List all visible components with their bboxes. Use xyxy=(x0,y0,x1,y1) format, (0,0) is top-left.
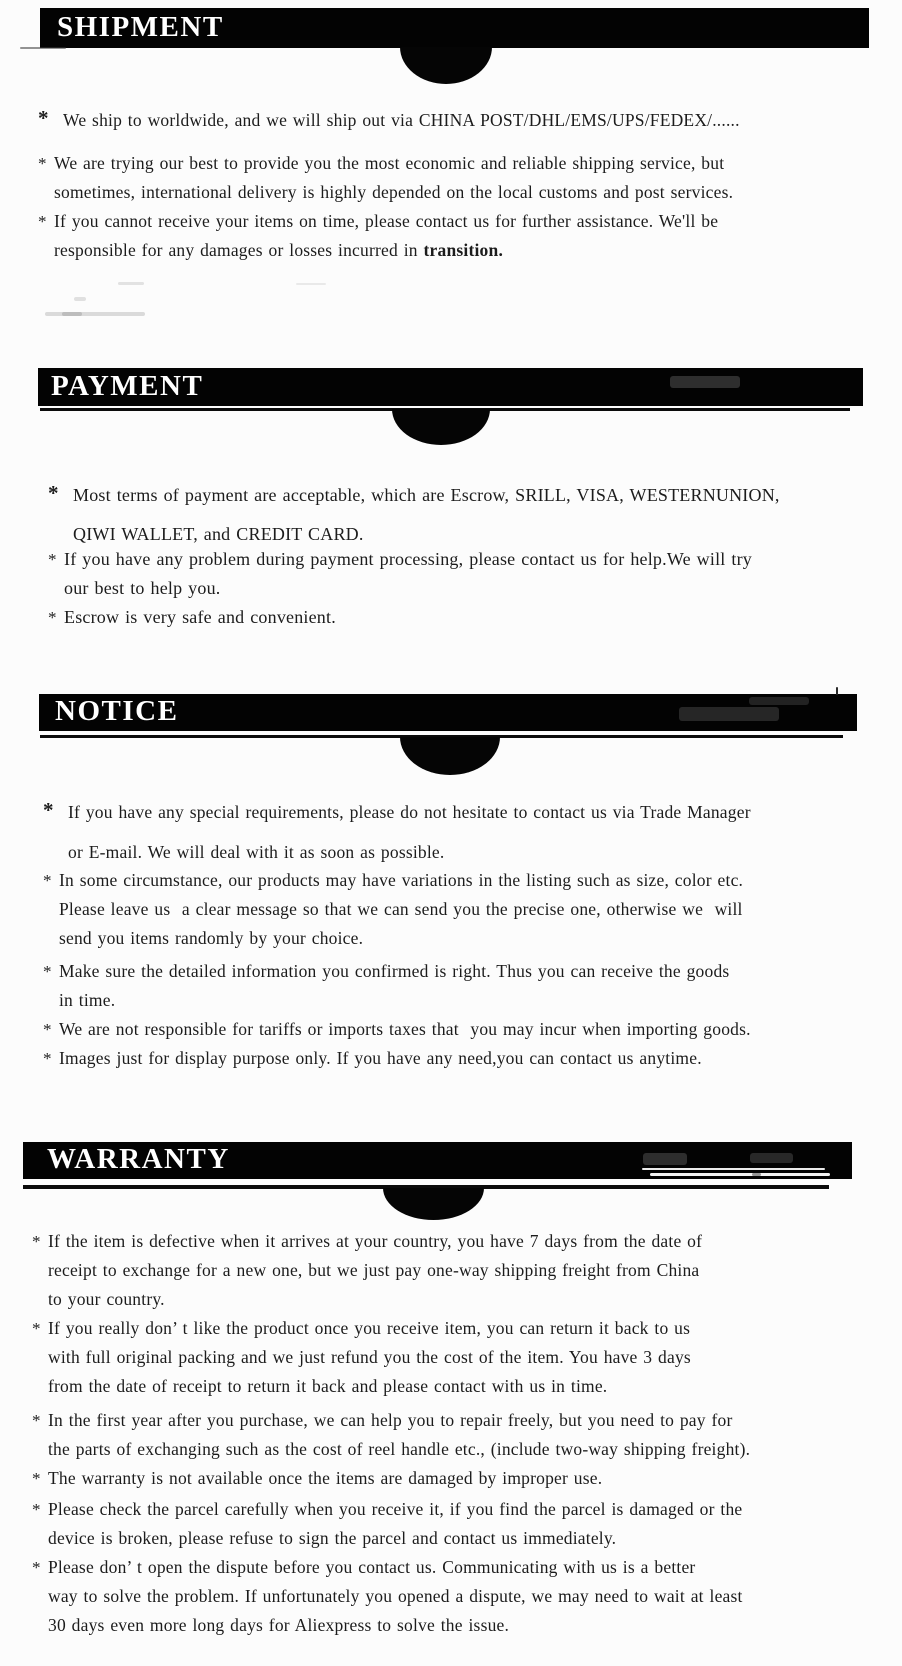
bullet-lines: If you have any problem during payment processing, please contact us for help.We will try our best to help you. xyxy=(64,549,752,598)
bar-smudge-artifact xyxy=(679,707,779,721)
bullet-item xyxy=(48,603,893,632)
bullet-lines: If the item is defective when it arrives at your country, you have 7 days from the date of receipt to exchange for a new one, but we just pay one-way shipping freight from China to your country. xyxy=(48,1231,703,1309)
bullet-item xyxy=(38,207,888,265)
bullet-lines: If you really don’ t like the product once you receive item, you can return it back to us with full original packing and we just refund you the cost of the item. You have 3 days from the date of receipt to return it back and please contact with us in time. xyxy=(48,1318,691,1396)
bullet-item xyxy=(32,1314,892,1401)
bullet-asterisk: * xyxy=(43,1049,52,1068)
bullet-item xyxy=(43,866,895,953)
bullet-item xyxy=(43,792,895,872)
bullet-lines: Please check the parcel carefully when you receive it, if you find the parcel is damaged or the device is broken, please refuse to sign the parcel and contact us immediately. xyxy=(48,1499,743,1548)
notice-header-bar xyxy=(39,694,857,731)
bullet-lines: We ship to worldwide, and we will ship out via CHINA POST/DHL/EMS/UPS/FEDEX/...... xyxy=(63,110,740,130)
smudge-artifact xyxy=(62,312,82,316)
bullet-asterisk: * xyxy=(32,1469,41,1488)
bullet-asterisk: * xyxy=(32,1558,41,1577)
bullet-lines: In the first year after you purchase, we can help you to repair freely, but you need to pay for the parts of exchanging such as the cost of reel handle etc., (include two-way shipping freight). xyxy=(48,1410,751,1459)
bullet-item xyxy=(32,1406,892,1464)
bar-smudge-artifact xyxy=(749,697,809,705)
payment-bullet-list xyxy=(48,476,893,632)
shipment-bullet-list xyxy=(38,106,888,265)
bullet-asterisk: * xyxy=(38,106,49,130)
bullet-item xyxy=(38,106,888,135)
notice-semicircle-ornament xyxy=(400,737,500,775)
payment-title: PAYMENT xyxy=(51,369,204,402)
bullet-lines: We are not responsible for tariffs or imports taxes that you may incur when importing goods. xyxy=(59,1019,751,1039)
payment-semicircle-ornament xyxy=(392,409,490,445)
warranty-bullet-list xyxy=(32,1227,892,1640)
smudge-artifact xyxy=(296,283,326,285)
bullet-item xyxy=(48,476,893,554)
white-line-artifact xyxy=(650,1173,830,1176)
bullet-item xyxy=(32,1227,892,1314)
bullet-asterisk: * xyxy=(43,798,54,822)
bullet-lines: Escrow is very safe and convenient. xyxy=(64,607,336,627)
scan-artifact xyxy=(20,47,66,49)
bullet-asterisk: * xyxy=(32,1232,41,1251)
bullet-item xyxy=(32,1495,892,1553)
notice-title: NOTICE xyxy=(55,695,179,727)
bullet-lines: Most terms of payment are acceptable, which are Escrow, SRILL, VISA, WESTERNUNION, QIWI WALLET, and CREDIT CARD. xyxy=(73,485,780,544)
bullet-lines: If you have any special requirements, please do not hesitate to contact us via Trade Manager or E-mail. We will deal with it as soon as possible. xyxy=(68,802,751,862)
smudge-artifact xyxy=(45,312,145,316)
bullet-lines: We are trying our best to provide you the most economic and reliable shipping service, but sometimes, international delivery is highly depended on the local customs and post services. xyxy=(54,153,734,202)
bullet-asterisk: * xyxy=(48,550,57,569)
shipment-header-bar xyxy=(40,8,869,48)
shipment-semicircle-ornament xyxy=(400,47,492,84)
bar-smudge-artifact xyxy=(643,1153,687,1165)
bullet-asterisk: * xyxy=(38,212,47,231)
bullet-lines: If you cannot receive your items on time, please contact us for further assistance. We'll be responsible for any damages or losses incurred in transition. xyxy=(54,211,719,260)
bullet-asterisk: * xyxy=(43,871,52,890)
bullet-lines: Please don’ t open the dispute before you contact us. Communicating with us is a better way to solve the problem. If unfortunately you opened a dispute, we may need to wait at least 30 days even more long days for Aliexpress to solve the issue. xyxy=(48,1557,743,1635)
bullet-lines: The warranty is not available once the items are damaged by improper use. xyxy=(48,1468,603,1488)
bullet-lines: Make sure the detailed information you confirmed is right. Thus you can receive the goods in time. xyxy=(59,961,730,1010)
bar-smudge-artifact xyxy=(750,1153,793,1163)
bullet-asterisk: * xyxy=(48,481,59,505)
smudge-artifact xyxy=(118,282,144,285)
bar-smudge-artifact xyxy=(670,376,740,388)
bullet-item xyxy=(32,1553,892,1640)
bullet-item xyxy=(32,1464,892,1493)
notice-bullet-list xyxy=(43,792,895,1073)
bullet-item xyxy=(43,1015,895,1044)
bullet-item xyxy=(38,149,888,207)
white-line-artifact xyxy=(642,1168,825,1170)
bullet-asterisk: * xyxy=(48,608,57,627)
smudge-artifact xyxy=(74,297,86,301)
tick-artifact xyxy=(752,1173,761,1176)
bullet-lines: In some circumstance, our products may have variations in the listing such as size, color etc. Please leave us a clear message so that we can send you the precise one, otherwise we will send you items randomly by your choice. xyxy=(59,870,744,948)
bullet-asterisk: * xyxy=(32,1500,41,1519)
bullet-asterisk: * xyxy=(43,1020,52,1039)
bullet-item xyxy=(43,957,895,1015)
bullet-item xyxy=(48,545,893,603)
bullet-asterisk: * xyxy=(38,154,47,173)
bullet-asterisk: * xyxy=(43,962,52,981)
bullet-asterisk: * xyxy=(32,1319,41,1338)
bullet-item xyxy=(43,1044,895,1073)
bullet-lines: Images just for display purpose only. If you have any need,you can contact us anytime. xyxy=(59,1048,702,1068)
bullet-asterisk: * xyxy=(32,1411,41,1430)
shipment-title: SHIPMENT xyxy=(57,10,224,43)
warranty-semicircle-ornament xyxy=(383,1188,484,1220)
warranty-title: WARRANTY xyxy=(47,1143,230,1175)
tick-artifact xyxy=(836,687,838,695)
payment-header-bar xyxy=(38,368,863,406)
